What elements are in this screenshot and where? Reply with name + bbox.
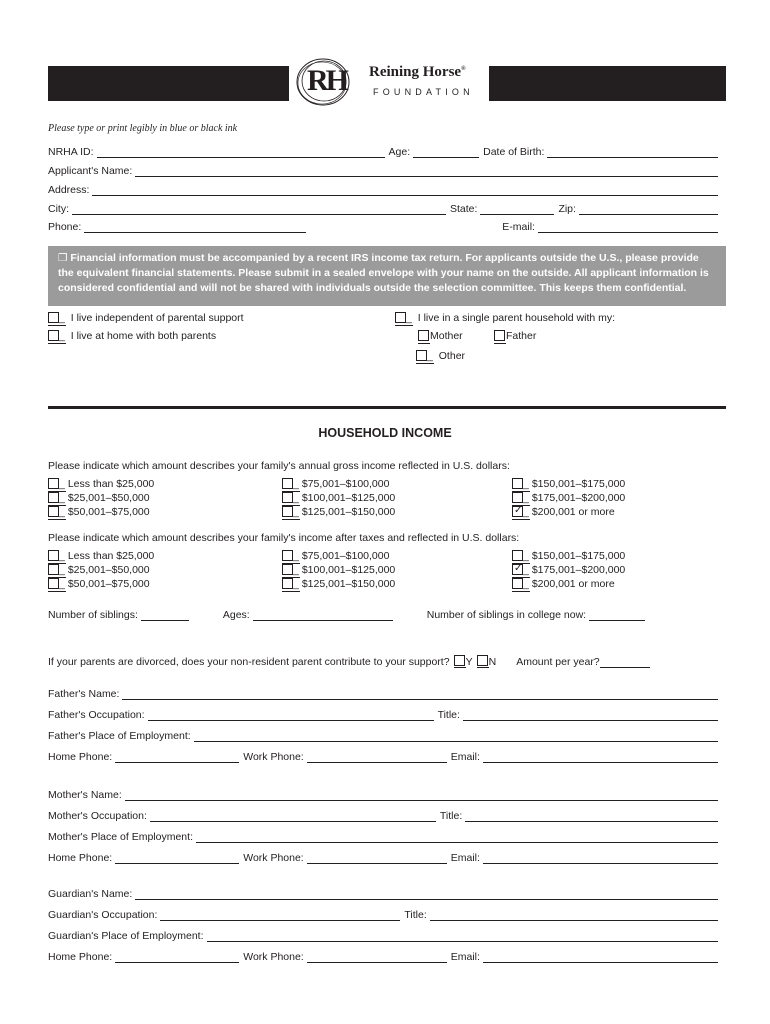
checkbox[interactable]: [48, 578, 59, 589]
option-independent[interactable]: _ I live independent of parental support: [48, 311, 244, 325]
checkbox[interactable]: [282, 564, 293, 575]
applicant-name-label: Applicant's Name:: [48, 165, 133, 177]
gross-income-option[interactable]: _ $50,001–$75,000: [48, 505, 150, 519]
logo-letters: RH: [307, 64, 346, 97]
guardian-name-field[interactable]: [135, 888, 718, 900]
phone-field[interactable]: [84, 221, 306, 233]
net-income-option[interactable]: _ Less than $25,000: [48, 549, 154, 563]
father-employment-label: Father's Place of Employment:: [48, 730, 191, 742]
notice-text: Financial information must be accompanied by a recent IRS income tax return. For applicants outside the U.S., please provide the equivalent financial statements. Please submit in a sealed envelope with your name on the outside. All applicant information is considered confidential and will not be shared with individuals outside the selection committee. This keeps them confidential.: [58, 252, 709, 294]
age-field[interactable]: [413, 146, 479, 158]
guardian-occupation-label: Guardian's Occupation:: [48, 909, 158, 921]
logo-foundation: FOUNDATION: [373, 87, 474, 97]
checkbox[interactable]: [512, 550, 523, 561]
state-label: State:: [450, 203, 478, 215]
option-label: $50,001–$75,000: [67, 578, 150, 590]
mother-name-label: Mother's Name:: [48, 789, 122, 801]
mother-employment-label: Mother's Place of Employment:: [48, 831, 193, 843]
mother-title-field[interactable]: [465, 810, 718, 822]
option-label: $125,001–$150,000: [301, 506, 396, 518]
option-label: $25,001–$50,000: [67, 492, 150, 504]
header-bar-right: [480, 66, 726, 101]
father-employment-field[interactable]: [194, 730, 718, 742]
option-label: $100,001–$125,000: [301, 564, 396, 576]
mother-work-phone-label: Work Phone:: [243, 852, 304, 864]
option-label: Less than $25,000: [67, 550, 155, 562]
checkbox[interactable]: [494, 330, 505, 341]
guardian-employment-row: [48, 928, 722, 942]
father-title-field[interactable]: [463, 709, 718, 721]
gross-income-option[interactable]: _ $100,001–$125,000: [282, 491, 395, 505]
father-name-label: Father's Name:: [48, 688, 120, 700]
no-label: N: [488, 656, 497, 668]
mother-email-label: Email:: [450, 852, 480, 864]
father-home-phone-field[interactable]: [115, 751, 239, 763]
amount-label: Amount per year?: [516, 656, 600, 668]
financial-notice: [48, 246, 726, 306]
net-income-option[interactable]: _ $125,001–$150,000: [282, 577, 395, 591]
option-label: $75,001–$100,000: [301, 550, 390, 562]
net-income-option[interactable]: _ $200,001 or more: [512, 577, 615, 591]
guardian-title-field[interactable]: [430, 909, 718, 921]
option-label: $125,001–$150,000: [301, 578, 396, 590]
mother-employment-row: [48, 829, 722, 843]
zip-label: Zip:: [558, 203, 576, 215]
checkbox[interactable]: [48, 312, 59, 323]
option-label: $175,001–$200,000: [531, 564, 626, 576]
no-checkbox[interactable]: [477, 655, 488, 666]
applicant-row-5: [48, 219, 722, 233]
checkbox[interactable]: [512, 564, 523, 575]
nrha-id-field[interactable]: [97, 146, 385, 158]
instructions: Please type or print legibly in blue or black ink: [48, 123, 238, 134]
section-divider: [48, 406, 726, 409]
city-field[interactable]: [72, 203, 446, 215]
guardian-work-phone-label: Work Phone:: [243, 951, 304, 963]
option-label: $100,001–$125,000: [301, 492, 396, 504]
college-siblings-field[interactable]: [589, 609, 645, 621]
guardian-occupation-field[interactable]: [160, 909, 400, 921]
gross-income-option[interactable]: _ $150,001–$175,000: [512, 477, 625, 491]
guardian-title-label: Title:: [404, 909, 427, 921]
applicant-row-3: [48, 182, 722, 196]
mother-phone-row: [48, 850, 722, 864]
checkbox[interactable]: [48, 564, 59, 575]
checkbox[interactable]: [416, 350, 427, 361]
guardian-name-row: [48, 886, 722, 900]
father-title-label: Title:: [437, 709, 460, 721]
net-income-option[interactable]: _ $75,001–$100,000: [282, 549, 389, 563]
guardian-name-label: Guardian's Name:: [48, 888, 133, 900]
net-income-option[interactable]: _ $25,001–$50,000: [48, 563, 150, 577]
mother-occupation-row: [48, 808, 722, 822]
mother-name-field[interactable]: [125, 789, 718, 801]
guardian-email-field[interactable]: [483, 951, 718, 963]
option-label: Less than $25,000: [67, 478, 155, 490]
siblings-row: [48, 607, 649, 621]
gross-income-option[interactable]: _ Less than $25,000: [48, 477, 154, 491]
yes-checkbox[interactable]: [454, 655, 465, 666]
applicant-row-1: [48, 144, 722, 158]
option-label: $25,001–$50,000: [67, 564, 150, 576]
amount-field[interactable]: [600, 656, 650, 668]
net-income-option[interactable]: _ $150,001–$175,000: [512, 549, 625, 563]
checkbox[interactable]: [48, 550, 59, 561]
guardian-home-phone-field[interactable]: [115, 951, 239, 963]
option-single-parent[interactable]: _ I live in a single parent household with my:: [395, 311, 615, 325]
age-label: Age:: [388, 146, 411, 158]
guardian-employment-field[interactable]: [207, 930, 719, 942]
email-label: E-mail:: [502, 221, 535, 233]
mother-name-row: [48, 787, 722, 801]
checkbox[interactable]: [48, 492, 59, 503]
net-income-prompt: Please indicate which amount describes your family's income after taxes and reflected in U.S. dollars:: [48, 532, 520, 544]
checkbox[interactable]: [48, 506, 59, 517]
foundation-logo: [289, 52, 489, 112]
father-home-phone-label: Home Phone:: [48, 751, 113, 763]
household-income-heading: HOUSEHOLD INCOME: [318, 426, 452, 440]
gross-income-option[interactable]: _ $175,001–$200,000: [512, 491, 625, 505]
gross-income-option[interactable]: _ $75,001–$100,000: [282, 477, 389, 491]
father-name-row: [48, 686, 722, 700]
guardian-phone-row: [48, 949, 722, 963]
mother-work-phone-field[interactable]: [307, 852, 447, 864]
checkbox[interactable]: [48, 330, 59, 341]
checkbox[interactable]: [418, 330, 429, 341]
guardian-home-phone-label: Home Phone:: [48, 951, 113, 963]
checkbox[interactable]: [512, 478, 523, 489]
applicant-row-2: [48, 163, 722, 177]
option-label: $150,001–$175,000: [531, 478, 626, 490]
logo-name: Reining Horse®: [369, 64, 466, 80]
mother-occupation-field[interactable]: [150, 810, 436, 822]
option-label: $150,001–$175,000: [531, 550, 626, 562]
net-income-option[interactable]: _ $50,001–$75,000: [48, 577, 150, 591]
yes-label: Y: [465, 656, 473, 668]
zip-field[interactable]: [579, 203, 718, 215]
dob-field[interactable]: [547, 146, 718, 158]
net-income-option[interactable]: ✓_ $175,001–$200,000: [512, 563, 625, 577]
option-label: $200,001 or more: [531, 578, 615, 590]
state-field[interactable]: [480, 203, 554, 215]
mother-title-label: Title:: [439, 810, 463, 822]
mother-email-field[interactable]: [483, 852, 718, 864]
father-phone-row: [48, 749, 722, 763]
guardian-occupation-row: [48, 907, 722, 921]
mother-employment-field[interactable]: [196, 831, 718, 843]
address-label: Address:: [48, 184, 90, 196]
checkbox[interactable]: [282, 578, 293, 589]
checkbox[interactable]: [395, 312, 406, 323]
guardian-email-label: Email:: [450, 951, 480, 963]
mother-occupation-label: Mother's Occupation:: [48, 810, 147, 822]
option-label: $175,001–$200,000: [531, 492, 626, 504]
checkbox[interactable]: [512, 492, 523, 503]
father-employment-row: [48, 728, 722, 742]
father-work-phone-label: Work Phone:: [243, 751, 304, 763]
college-siblings-label: Number of siblings in college now:: [426, 609, 587, 621]
nrha-id-label: NRHA ID:: [48, 146, 94, 158]
siblings-field[interactable]: [141, 609, 189, 621]
guardian-work-phone-field[interactable]: [307, 951, 447, 963]
father-occupation-field[interactable]: [148, 709, 434, 721]
father-occupation-row: [48, 707, 722, 721]
option-label: $75,001–$100,000: [301, 478, 390, 490]
father-work-phone-field[interactable]: [307, 751, 447, 763]
option-label: $50,001–$75,000: [67, 506, 150, 518]
email-field[interactable]: [538, 221, 718, 233]
gross-income-option[interactable]: _ $25,001–$50,000: [48, 491, 150, 505]
father-email-label: Email:: [450, 751, 480, 763]
gross-income-option[interactable]: ✓_ $200,001 or more: [512, 505, 615, 519]
divorced-row: [48, 654, 654, 668]
address-field[interactable]: [92, 184, 718, 196]
checkbox[interactable]: [282, 492, 293, 503]
divorced-prompt: If your parents are divorced, does your non-resident parent contribute to your support?: [48, 656, 450, 668]
applicant-name-field[interactable]: [135, 165, 718, 177]
option-other[interactable]: _ Other: [416, 349, 465, 363]
ages-label: Ages:: [222, 609, 250, 621]
gross-income-prompt: Please indicate which amount describes your family's annual gross income reflected in U.S. dollars:: [48, 460, 510, 472]
applicant-row-4: [48, 201, 722, 215]
option-label: $200,001 or more: [531, 506, 615, 518]
mother-home-phone-label: Home Phone:: [48, 852, 113, 864]
gross-income-option[interactable]: _ $125,001–$150,000: [282, 505, 395, 519]
father-name-field[interactable]: [122, 688, 718, 700]
option-mother[interactable]: Mother: [418, 329, 463, 343]
checkbox[interactable]: [282, 478, 293, 489]
checkbox[interactable]: [282, 550, 293, 561]
notice-bullet-icon: ❐: [58, 252, 68, 264]
siblings-label: Number of siblings:: [48, 609, 138, 621]
mother-home-phone-field[interactable]: [115, 852, 239, 864]
header-bar-left: [48, 66, 298, 101]
city-label: City:: [48, 203, 69, 215]
checkbox[interactable]: [48, 478, 59, 489]
ages-field[interactable]: [253, 609, 393, 621]
option-both-parents[interactable]: _ I live at home with both parents: [48, 329, 216, 343]
checkbox[interactable]: [282, 506, 293, 517]
option-father[interactable]: Father: [494, 329, 536, 343]
net-income-option[interactable]: _ $100,001–$125,000: [282, 563, 395, 577]
dob-label: Date of Birth:: [483, 146, 545, 158]
phone-label: Phone:: [48, 221, 82, 233]
checkbox[interactable]: [512, 506, 523, 517]
guardian-employment-label: Guardian's Place of Employment:: [48, 930, 204, 942]
father-occupation-label: Father's Occupation:: [48, 709, 145, 721]
checkbox[interactable]: [512, 578, 523, 589]
father-email-field[interactable]: [483, 751, 718, 763]
